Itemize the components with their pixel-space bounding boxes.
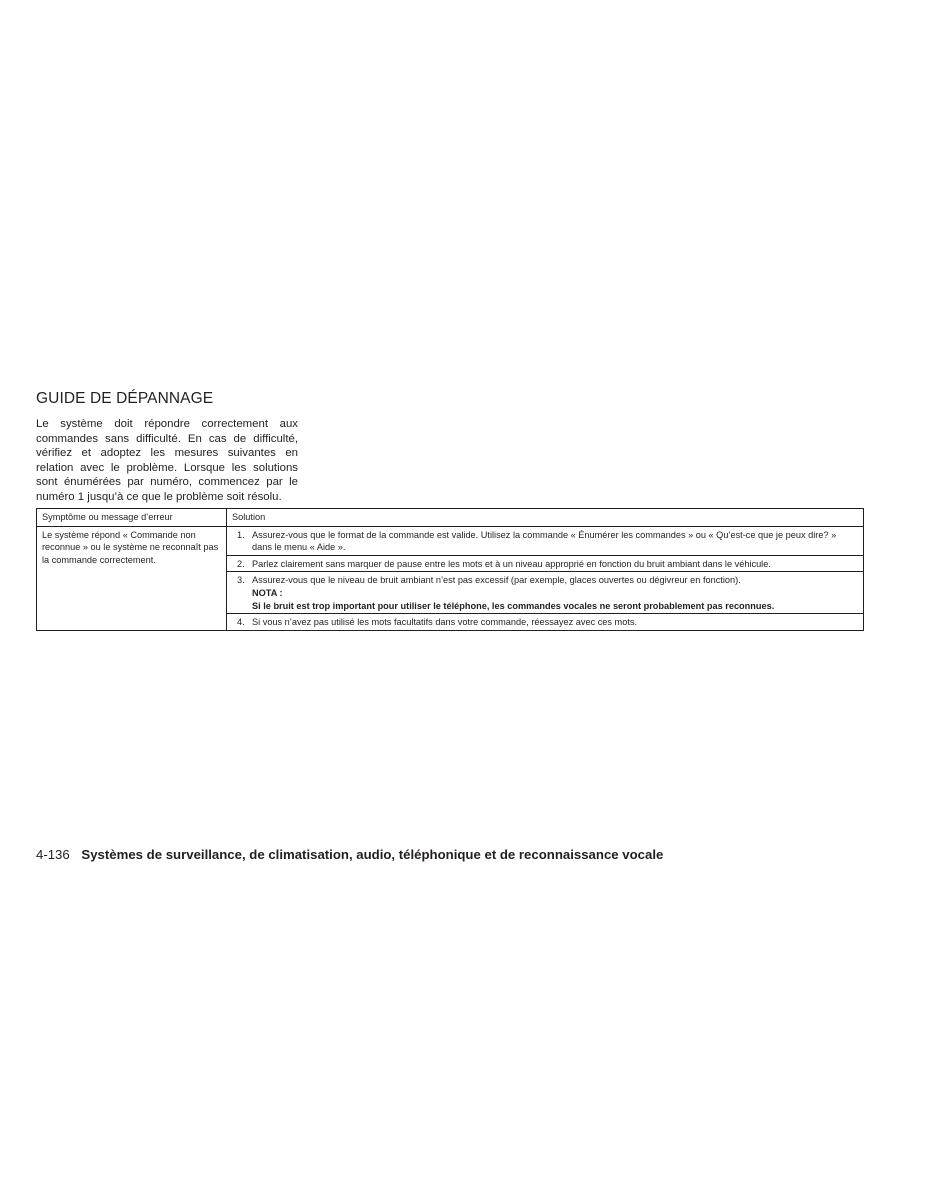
- solution-text-block: [252, 574, 857, 612]
- solution-number: 3.: [237, 575, 245, 586]
- page-footer: [36, 847, 663, 862]
- solution-item: [237, 529, 857, 554]
- solution-item: [237, 558, 857, 571]
- intro-paragraph: Le système doit répondre correctement aux commandes sans difficulté. En cas de difficulté, vérifiez et adoptez les mesures suivantes en relation avec le problème. Lorsque les solutions sont énumérées par numéro, commencez par le numéro 1 jusqu’à ce que le problème soit résolu.: [36, 418, 298, 503]
- solution-cell-3: [227, 572, 864, 614]
- troubleshooting-table: [36, 508, 864, 631]
- symptom-cell: Le système répond « Commande non reconnue » ou le système ne reconnaît pas la commande correctement.: [37, 526, 227, 630]
- solution-text: Parlez clairement sans marquer de pause entre les mots et à un niveau approprié en fonction du bruit ambiant dans le véhicule.: [252, 558, 771, 569]
- solution-cell-2: [227, 555, 864, 572]
- solution-item: [237, 574, 857, 612]
- solution-text: Si vous n’avez pas utilisé les mots facultatifs dans votre commande, réessayez avec ces mots.: [252, 617, 638, 628]
- note-text: Si le bruit est trop important pour utiliser le téléphone, les commandes vocales ne seront probablement pas reconnues.: [252, 600, 775, 611]
- solution-text: Assurez-vous que le niveau de bruit ambiant n’est pas excessif (par exemple, glaces ouvertes ou dégivreur en fonction).: [252, 575, 741, 586]
- solution-cell-1: [227, 526, 864, 555]
- solution-number: 2.: [237, 558, 245, 569]
- table-row: [37, 526, 864, 555]
- chapter-title: Systèmes de surveillance, de climatisation, audio, téléphonique et de reconnaissance vocale: [81, 847, 664, 862]
- solution-number: 1.: [237, 529, 245, 540]
- section-title: GUIDE DE DÉPANNAGE: [36, 390, 214, 407]
- solution-item: [237, 616, 857, 629]
- solution-number: 4.: [237, 617, 245, 628]
- solution-cell-4: [227, 614, 864, 631]
- header-solution: Solution: [227, 509, 864, 527]
- page-number: 4-136: [36, 847, 70, 862]
- solution-text: Assurez-vous que le format de la commande est valide. Utilisez la commande « Énumérer les commandes » ou « Qu’est-ce que je peux dire? » dans le menu « Aide ».: [252, 529, 837, 553]
- header-symptom: Symptôme ou message d’erreur: [37, 509, 227, 527]
- note-label: NOTA :: [252, 587, 283, 598]
- table-header-row: [37, 509, 864, 527]
- troubleshooting-table-wrap: [36, 508, 864, 631]
